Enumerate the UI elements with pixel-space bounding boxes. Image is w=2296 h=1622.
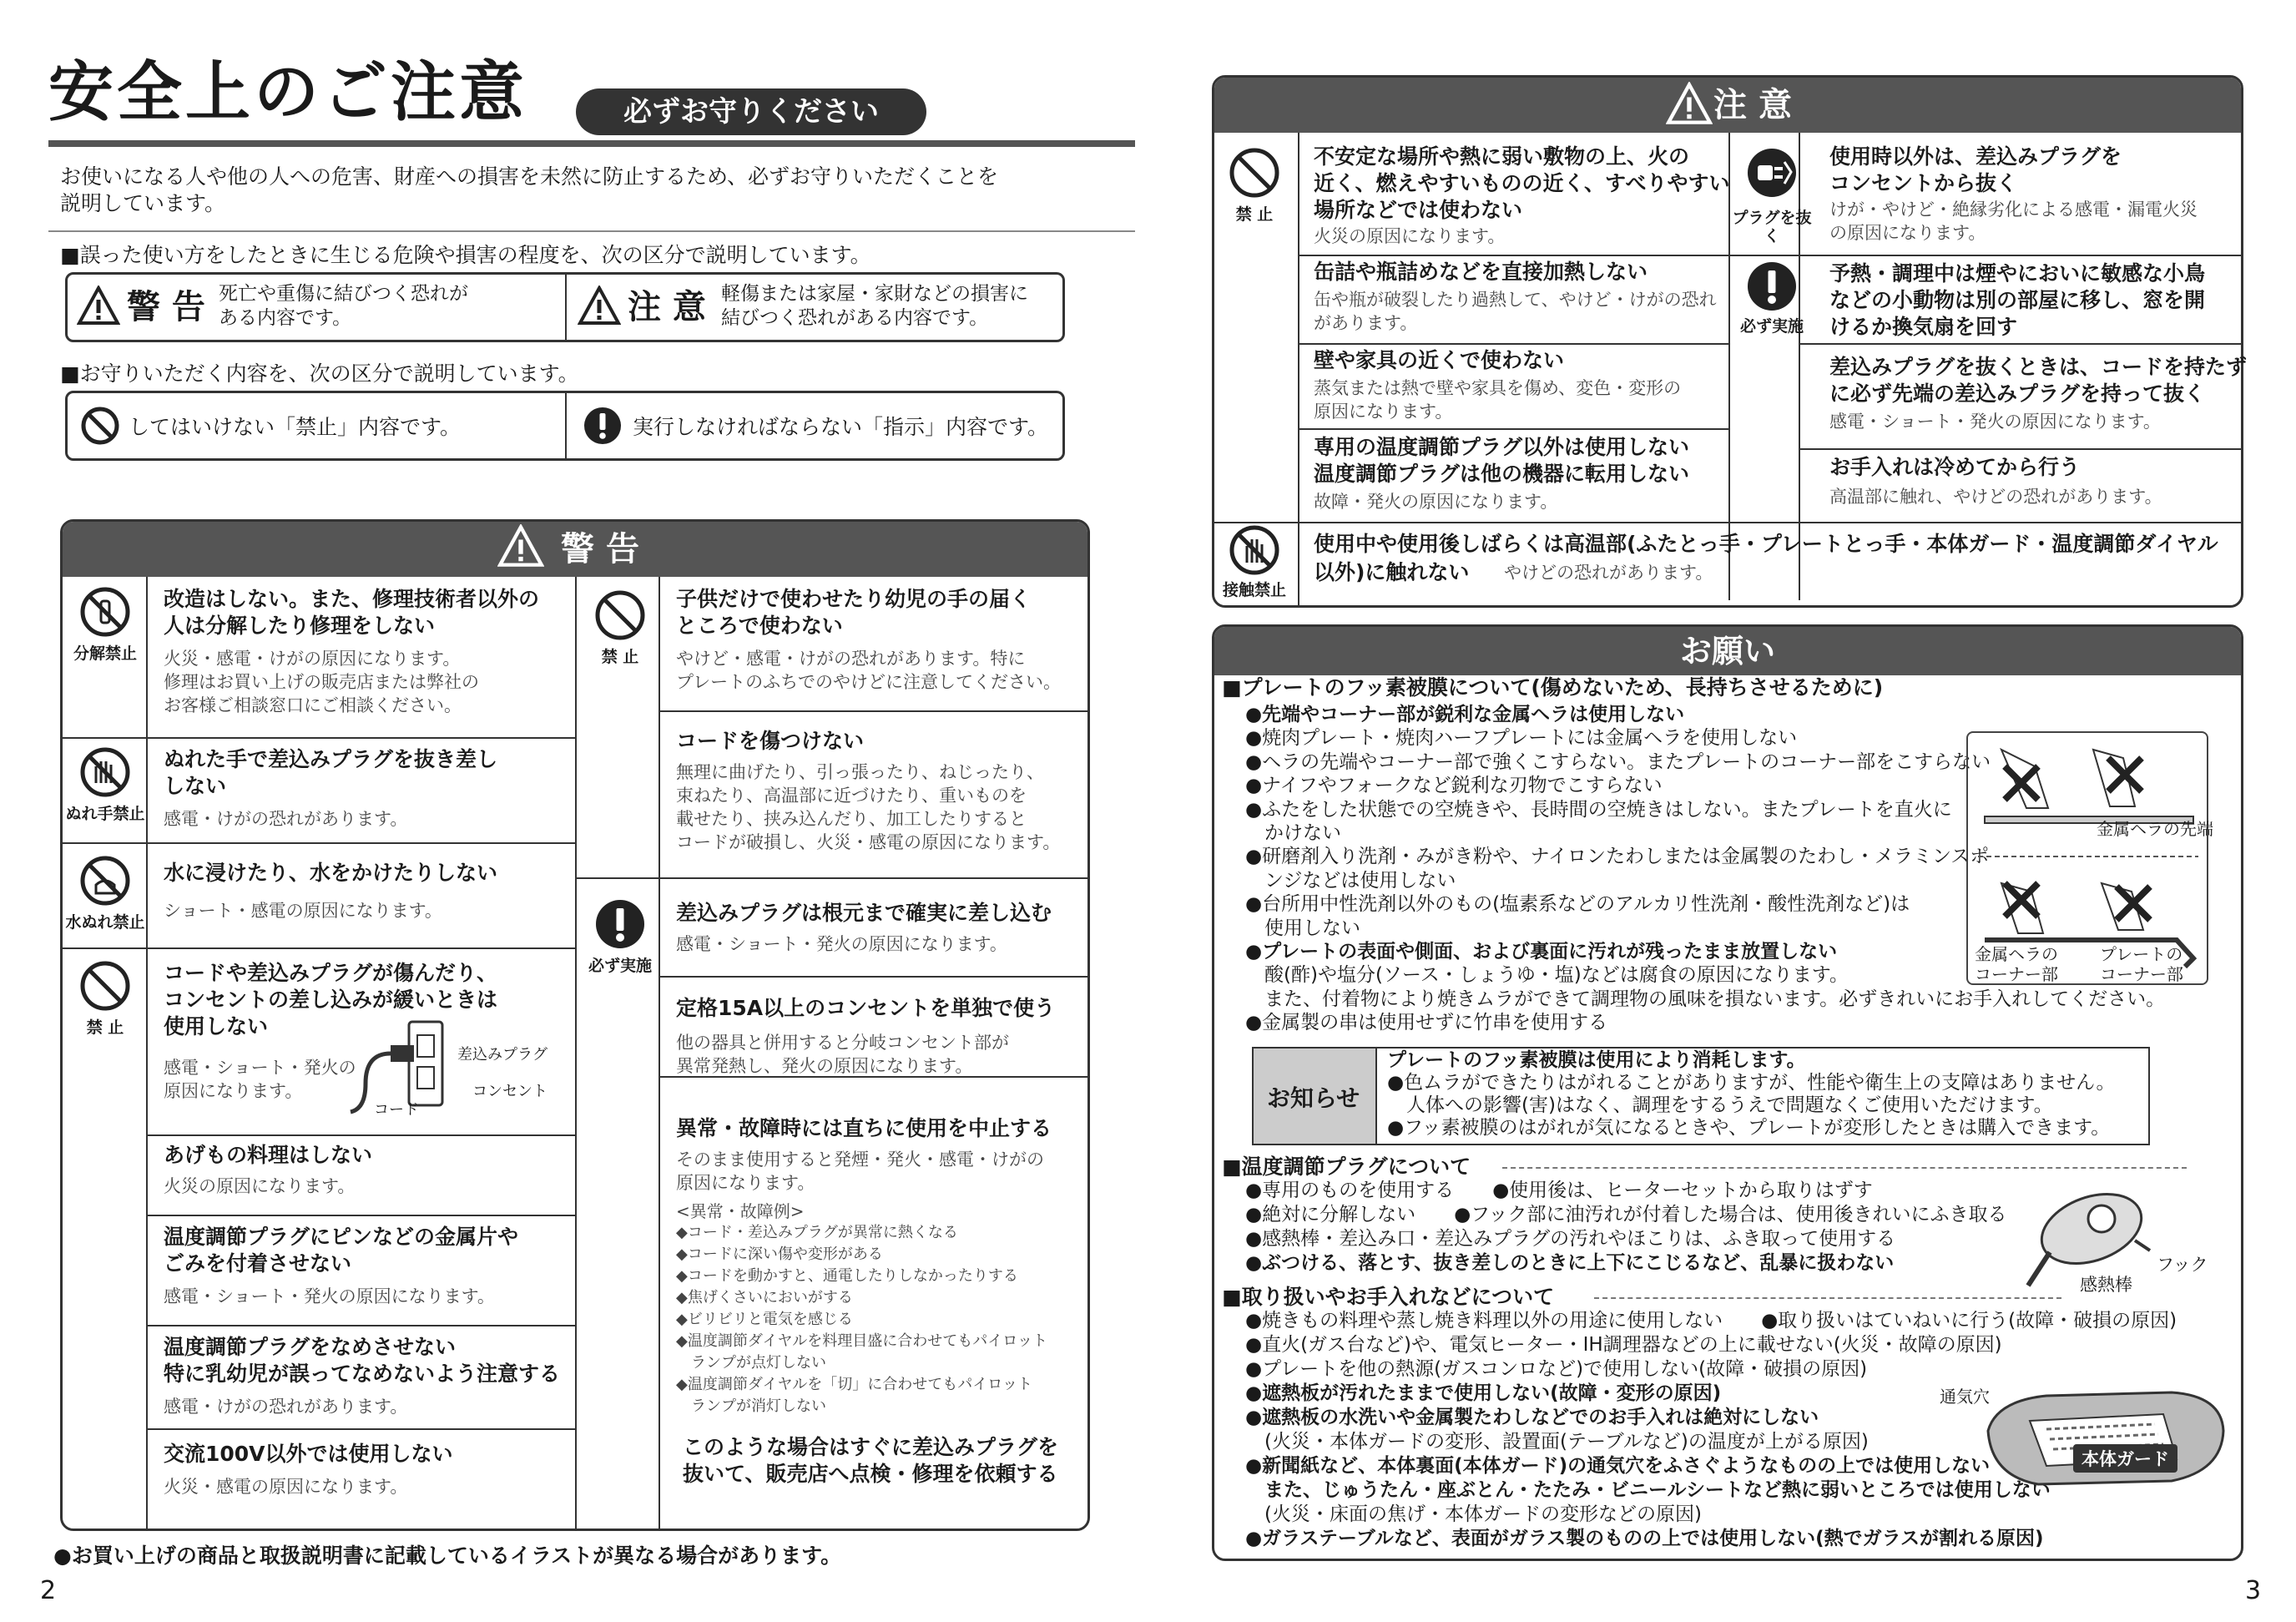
list-item: ◆ビリビリと電気を感じる bbox=[676, 1311, 853, 1328]
severity-caution-desc-2: 結びつく恐れがある内容です。 bbox=[721, 307, 989, 329]
list-item: ●プレートの表面や側面、および裏面に汚れが残ったまま放置しない bbox=[1245, 941, 1838, 963]
caution-item-desc: 原因になります。 bbox=[1314, 402, 1453, 422]
list-item: ランプが点灯しない bbox=[676, 1354, 826, 1372]
list-item: ●金属製の串は使用せずに竹串を使用する bbox=[1245, 1012, 1608, 1034]
warning-item-title: 使用しない bbox=[164, 1014, 269, 1038]
temp-plug-list bbox=[1245, 1179, 2046, 1276]
list-item: ●ぶつける、落とす、抜き差しのときに上下にこじるなど、乱暴に扱わない bbox=[1245, 1252, 1895, 1274]
warning-item-title: コンセントの差し込みが緩いときは bbox=[164, 988, 498, 1012]
caution-item-title: 以外)に触れない bbox=[1314, 560, 1470, 584]
caution-item-title: 予熱・調理中は煙やにおいに敏感な小鳥 bbox=[1829, 261, 2206, 285]
notice-line: ●フッ素被膜のはがれが気になるときや、プレートが変形したときは購入できます。 bbox=[1387, 1117, 2111, 1139]
prohibit-icon bbox=[1229, 147, 1280, 199]
plug-label: 差込みプラグ bbox=[457, 1046, 548, 1064]
warning-item-title: 子供だけで使わせたり幼児の手の届く bbox=[676, 587, 1032, 611]
list-item: ●研磨剤入り洗剤・みがき粉や、ナイロンたわしまたは金属製のたわし・メラミンスポ bbox=[1245, 846, 1990, 868]
body-guard-illustration bbox=[1980, 1384, 2228, 1493]
warning-item-desc: そのまま使用すると発煙・発火・感電・けがの bbox=[676, 1150, 1044, 1170]
severity-warning-desc-2: ある内容です。 bbox=[219, 307, 352, 329]
list-item: ◆コード・差込みプラグが異常に熱くなる bbox=[676, 1224, 958, 1241]
list-item: ●絶対に分解しない ●フック部に油汚れが付着した場合は、使用後きれいにふき取る bbox=[1245, 1204, 2007, 1225]
caution-item-desc: 缶や瓶が破裂したり過熱して、やけど・けがの恐れ bbox=[1314, 290, 1717, 310]
instruction-icon bbox=[594, 898, 646, 950]
sensor-rod-label: 感熱棒 bbox=[2080, 1275, 2132, 1295]
temp-plug-heading: ■温度調節プラグについて bbox=[1222, 1155, 1471, 1179]
list-item: ●焼肉プレート・焼肉ハーフプレートには金属ヘラを使用しない bbox=[1245, 727, 1798, 750]
caution-item-desc: の原因になります。 bbox=[1829, 223, 1986, 243]
caution-item-title: けるか換気扇を回す bbox=[1829, 315, 2018, 339]
warning-item-title: ところで使わない bbox=[676, 614, 843, 638]
warning-triangle-icon bbox=[77, 285, 120, 326]
warning-item-title: コードや差込みプラグが傷んだり、 bbox=[164, 961, 498, 985]
heading-rule bbox=[1502, 1167, 2187, 1169]
list-item: ●ガラステーブルなど、表面がガラス製のものの上では使用しない(熱でガラスが割れる原因) bbox=[1245, 1528, 2044, 1549]
warning-conclusion: 抜いて、販売店へ点検・修理を依頼する bbox=[683, 1462, 1058, 1486]
list-item: ●台所用中性洗剤以外のもの(塩素系などのアルカリ性洗剤・酸性洗剤など)は bbox=[1245, 893, 1910, 916]
instruction-icon bbox=[1746, 260, 1798, 312]
caution-item-title: 近く、燃えやすいものの近く、すべりやすい bbox=[1314, 171, 1730, 195]
list-item: ◆コードを動かすと、通電したりしなかったりする bbox=[676, 1267, 1018, 1285]
list-item: また、付着物により焼きムラができて調理物の風味を損ないます。必ずきれいにお手入れしてください。 bbox=[1245, 988, 2166, 1010]
warning-item-title: 改造はしない。また、修理技術者以外の bbox=[164, 587, 540, 611]
instruction-icon bbox=[583, 406, 623, 446]
page-number-left: 2 bbox=[40, 1576, 57, 1605]
heading-rule bbox=[1594, 1297, 2061, 1299]
warning-item-desc: 原因になります。 bbox=[676, 1173, 815, 1193]
hook-label: フック bbox=[2157, 1255, 2208, 1275]
warning-item-title: 交流100V以外では使用しない bbox=[164, 1442, 453, 1466]
spatula-corner-label-1: 金属ヘラの bbox=[1975, 944, 2058, 964]
list-item: ●ふたをした状態での空焼きや、長時間の空焼きはしない。またプレートを直火に bbox=[1245, 798, 1952, 821]
list-item: 酸(酢)や塩分(ソース・しょうゆ・塩)などは腐食の原因になります。 bbox=[1245, 964, 1849, 987]
prohibit-icon bbox=[80, 406, 120, 446]
warning-item-title: 差込みプラグは根元まで確実に差し込む bbox=[676, 901, 1052, 925]
list-item: また、じゅうたん・座ぶとん・たたみ・ビニールシートなど熱に弱いところでは使用しない bbox=[1245, 1479, 2051, 1501]
warning-item-title: ぬれた手で差込みプラグを抜き差し bbox=[164, 747, 498, 771]
list-item: 使用しない bbox=[1245, 917, 1360, 939]
title-divider bbox=[48, 140, 1135, 147]
caution-item-title: 壁や家具の近くで使わない bbox=[1314, 348, 1565, 372]
intro-line-1: お使いになる人や他の人への危害、財産への損害を未然に防止するため、必ずお守りいただくことを bbox=[60, 164, 999, 189]
warning-item-desc: ショート・感電の原因になります。 bbox=[164, 901, 442, 921]
warning-item-title: コードを傷つけない bbox=[676, 729, 865, 753]
warning-item-title: 水に浸けたり、水をかけたりしない bbox=[164, 861, 498, 885]
warning-item-desc: 火災・感電・けがの原因になります。 bbox=[164, 649, 461, 669]
warning-item-title: しない bbox=[164, 774, 227, 798]
list-item: ●感熱棒・差込み口・差込みプラグの汚れやほこりは、ふき取って使用する bbox=[1245, 1228, 1896, 1250]
list-item: ●先端やコーナー部が鋭利な金属ヘラは使用しない bbox=[1245, 704, 1685, 725]
caution-header-triangle-icon bbox=[1666, 82, 1713, 125]
caution-item-title: 差込みプラグを抜くときは、コードを持たず bbox=[1829, 355, 2248, 379]
illustration-disclaimer: ●お買い上げの商品と取扱説明書に記載しているイラストが異なる場合があります。 bbox=[53, 1544, 842, 1568]
instruction-label: 必ず実施 bbox=[1739, 317, 1804, 336]
abnormal-examples-list bbox=[676, 1222, 1047, 1417]
spatula-corner-label-2: コーナー部 bbox=[1975, 964, 2058, 984]
outlet-label: コンセント bbox=[472, 1083, 548, 1100]
list-item: ●ヘラの先端やコーナー部で強くこすらない。またプレートのコーナー部をこすらない bbox=[1245, 750, 1991, 773]
notice-line: プレートのフッ素被膜は使用により消耗します。 bbox=[1387, 1049, 1806, 1071]
list-item: ●ナイフやフォークなど鋭利な刃物でこすらない bbox=[1245, 775, 1663, 797]
wet-hands-prohibited-label: ぬれ手禁止 bbox=[65, 805, 145, 823]
list-item: (火災・本体ガードの変形、設置面(テーブルなど)の温度が上がる原因) bbox=[1245, 1431, 1869, 1453]
warning-item-desc: 火災・感電の原因になります。 bbox=[164, 1477, 408, 1497]
water-prohibited-icon bbox=[79, 855, 131, 907]
warning-header-triangle-icon bbox=[497, 524, 544, 568]
warning-item-desc: 感電・ショート・発火の原因になります。 bbox=[676, 934, 1007, 954]
unplug-label: プラグを抜く bbox=[1732, 209, 1812, 245]
caution-item-title: 使用時以外は、差込みプラグを bbox=[1829, 144, 2122, 169]
warning-item-title: 異常・故障時には直ちに使用を中止する bbox=[676, 1116, 1052, 1140]
list-item: ●専用のものを使用する ●使用後は、ヒーターセットから取りはずす bbox=[1245, 1180, 1873, 1201]
list-item: ●焼きもの料理や蒸し焼き料理以外の用途に使用しない ●取り扱いはていねいに行う(故障・破損の原因) bbox=[1245, 1310, 2177, 1331]
warning-item-desc: 感電・ショート・発火の bbox=[164, 1058, 356, 1078]
warning-item-desc: お客様ご相談窓口にご相談ください。 bbox=[164, 695, 462, 715]
caution-item-title: に必ず先端の差込みプラグを持って抜く bbox=[1829, 381, 2206, 406]
warning-item-desc: プレートのふちでのやけどに注意してください。 bbox=[676, 672, 1061, 692]
prohibit-label: 禁 止 bbox=[1235, 205, 1274, 224]
section-symbol-heading: ■お守りいただく内容を、次の区分で説明しています。 bbox=[60, 361, 579, 386]
severity-caution-label: 注 意 bbox=[628, 288, 706, 326]
handling-heading: ■取り扱いやお手入れなどについて bbox=[1222, 1285, 1555, 1309]
no-touch-icon bbox=[1229, 524, 1280, 576]
warning-item-title: 定格15A以上のコンセントを単独で使う bbox=[676, 996, 1056, 1020]
caution-item-title: 専用の温度調節プラグ以外は使用しない bbox=[1314, 435, 1690, 459]
list-item: ●直火(ガス台など)や、電気ヒーター・IH調理器などの上に載せない(火災・故障の原因) bbox=[1245, 1334, 2002, 1356]
list-item: ◆温度調節ダイヤルを「切」に合わせてもパイロット bbox=[676, 1376, 1032, 1393]
list-item: ンジなどは使用しない bbox=[1245, 869, 1456, 892]
warning-item-desc: 感電・けがの恐れがあります。 bbox=[164, 1397, 408, 1417]
cord-label: コード bbox=[374, 1101, 419, 1119]
list-item: ◆焦げくさいにおいがする bbox=[676, 1289, 853, 1306]
severity-caution-desc-1: 軽傷または家屋・家財などの損害に bbox=[721, 283, 1028, 305]
request-section-header: お願い bbox=[1214, 627, 2241, 675]
list-item: ランプが消灯しない bbox=[676, 1397, 826, 1415]
warning-item-desc: 載せたり、挟み込んだり、加工したりすると bbox=[676, 809, 1027, 829]
warning-item-desc: 感電・けがの恐れがあります。 bbox=[164, 809, 408, 829]
prohibit-label: 禁 止 bbox=[601, 648, 639, 666]
list-item: ●新聞紙など、本体裏面(本体ガード)の通気穴をふさぐようなものの上では使用しない bbox=[1245, 1455, 1991, 1477]
warning-item-title: 温度調節プラグにピンなどの金属片や bbox=[164, 1225, 519, 1249]
list-item: ◆温度調節ダイヤルを料理目盛に合わせてもパイロット bbox=[676, 1332, 1047, 1350]
caution-item-title: などの小動物は別の部屋に移し、窓を開 bbox=[1829, 288, 2206, 312]
notice-line: 人体への影響(害)はなく、調理をするうえで問題なくご使用いただけます。 bbox=[1387, 1094, 2053, 1116]
warning-section-header: 警 告 bbox=[561, 530, 639, 568]
notice-line: ●色ムラができたりはがれることがありますが、性能や衛生上の支障はありません。 bbox=[1387, 1072, 2116, 1094]
caution-item-desc: けが・やけど・絶縁劣化による感電・漏電火災 bbox=[1829, 200, 2198, 220]
caution-item-title: 場所などでは使わない bbox=[1314, 198, 1523, 222]
body-guard-label: 本体ガード bbox=[2073, 1444, 2177, 1473]
caution-item-title: 缶詰や瓶詰めなどを直接加熱しない bbox=[1314, 260, 1648, 284]
warning-item-title: 人は分解したり修理をしない bbox=[164, 614, 436, 638]
list-item: (火災・床面の焦げ・本体ガードの変形などの原因) bbox=[1245, 1503, 1702, 1525]
must-follow-badge: 必ずお守りください bbox=[576, 88, 926, 135]
prohibit-icon bbox=[594, 589, 646, 641]
caution-item-desc: やけどの恐れがあります。 bbox=[1504, 563, 1713, 583]
section-severity-heading: ■誤った使い方をしたときに生じる危険や損害の程度を、次の区分で説明しています。 bbox=[60, 243, 871, 267]
warning-item-desc: 異常発熱し、発火の原因になります。 bbox=[676, 1056, 973, 1076]
warning-item-desc: 火災の原因になります。 bbox=[164, 1176, 356, 1196]
page-number-right: 3 bbox=[2245, 1576, 2262, 1605]
severity-warning-label: 警 告 bbox=[127, 288, 205, 326]
prohibit-icon bbox=[79, 960, 131, 1012]
caution-item-desc: 感電・ショート・発火の原因になります。 bbox=[1829, 412, 2161, 432]
unplug-icon bbox=[1746, 147, 1798, 199]
warning-item-desc: 無理に曲げたり、引っ張ったり、ねじったり、 bbox=[676, 762, 1044, 782]
warning-item-title: 特に乳幼児が誤ってなめないよう注意する bbox=[164, 1362, 561, 1386]
caution-triangle-icon bbox=[578, 285, 621, 326]
instruction-legend-text: 実行しなければならない「指示」内容です。 bbox=[633, 415, 1049, 439]
list-item: ●遮熱板が汚れたままで使用しない(故障・変形の原因) bbox=[1245, 1382, 1722, 1404]
plate-corner-label-2: コーナー部 bbox=[2100, 964, 2183, 984]
prohibit-legend-text: してはいけない「禁止」内容です。 bbox=[129, 415, 462, 439]
severity-warning-desc-1: 死亡や重傷に結びつく恐れが bbox=[219, 283, 468, 305]
intro-divider bbox=[48, 230, 1135, 232]
water-prohibited-label: 水ぬれ禁止 bbox=[65, 913, 145, 932]
caution-item-desc: があります。 bbox=[1314, 313, 1418, 333]
caution-section-header: 注 意 bbox=[1713, 86, 1792, 124]
warning-conclusion: このような場合はすぐに差込みプラグを bbox=[683, 1435, 1059, 1459]
warning-item-desc: コードが破損し、火災・感電の原因になります。 bbox=[676, 832, 1061, 852]
intro-line-2: 説明しています。 bbox=[60, 191, 226, 215]
caution-item-desc: 高温部に触れ、やけどの恐れがあります。 bbox=[1829, 487, 2162, 507]
warning-item-desc: 修理はお買い上げの販売店または弊社の bbox=[164, 672, 479, 692]
caution-item-title: 使用中や使用後しばらくは高温部(ふたとっ手・プレートとっ手・本体ガード・温度調節ダイヤル bbox=[1314, 532, 2218, 556]
vent-hole-label: 通気穴 bbox=[1940, 1387, 1990, 1407]
caution-item-title: お手入れは冷めてから行う bbox=[1829, 455, 2081, 479]
list-item: かけない bbox=[1245, 822, 1341, 845]
prohibit-label: 禁 止 bbox=[86, 1018, 124, 1037]
plate-corner-label-1: プレートの bbox=[2100, 944, 2183, 964]
list-item: ◆コードに深い傷や変形がある bbox=[676, 1246, 883, 1263]
notice-label: お知らせ bbox=[1267, 1084, 1360, 1112]
caution-item-desc: 蒸気または熱で壁や家具を傷め、変色・変形の bbox=[1314, 378, 1682, 398]
wet-hands-prohibited-icon bbox=[79, 746, 131, 798]
warning-item-title: あげもの料理はしない bbox=[164, 1143, 373, 1167]
caution-item-desc: 故障・発火の原因になります。 bbox=[1314, 492, 1558, 512]
disassembly-prohibited-icon bbox=[79, 586, 131, 638]
caution-item-title: 温度調節プラグは他の機器に転用しない bbox=[1314, 462, 1690, 486]
caution-item-title: コンセントから抜く bbox=[1829, 171, 2018, 195]
list-item: ●プレートを他の熱源(ガスコンロなど)で使用しない(故障・破損の原因) bbox=[1245, 1358, 1868, 1380]
warning-item-desc: 束ねたり、高温部に近づけたり、重いものを bbox=[676, 786, 1027, 806]
warning-item-desc: 原因になります。 bbox=[164, 1081, 303, 1101]
warning-item-title: 温度調節プラグをなめさせない bbox=[164, 1335, 457, 1359]
caution-item-title: 不安定な場所や熱に弱い敷物の上、火の bbox=[1314, 144, 1690, 169]
abnormal-examples-heading: <異常・故障例> bbox=[676, 1201, 805, 1221]
warning-item-desc: 感電・ショート・発火の原因になります。 bbox=[164, 1286, 495, 1306]
no-touch-label: 接触禁止 bbox=[1222, 581, 1286, 599]
instruction-label: 必ず実施 bbox=[588, 957, 652, 975]
disassembly-prohibited-label: 分解禁止 bbox=[73, 644, 137, 663]
warning-item-title: ごみを付着させない bbox=[164, 1251, 352, 1276]
warning-item-desc: 他の器具と併用すると分岐コンセント部が bbox=[676, 1033, 1009, 1053]
caution-item-desc: 火災の原因になります。 bbox=[1314, 226, 1506, 246]
spatula-tip-label: 金属ヘラの先端 bbox=[2097, 819, 2213, 839]
warning-item-desc: やけど・感電・けがの恐れがあります。特に bbox=[676, 649, 1026, 669]
fluorine-coating-heading: ■プレートのフッ素被膜について(傷めないため、長持ちさせるために) bbox=[1222, 675, 1884, 700]
list-item: ●遮熱板の水洗いや金属製たわしなどでのお手入れは絶対にしない bbox=[1245, 1407, 1819, 1428]
page-title: 安全上のご注意 bbox=[48, 55, 528, 130]
